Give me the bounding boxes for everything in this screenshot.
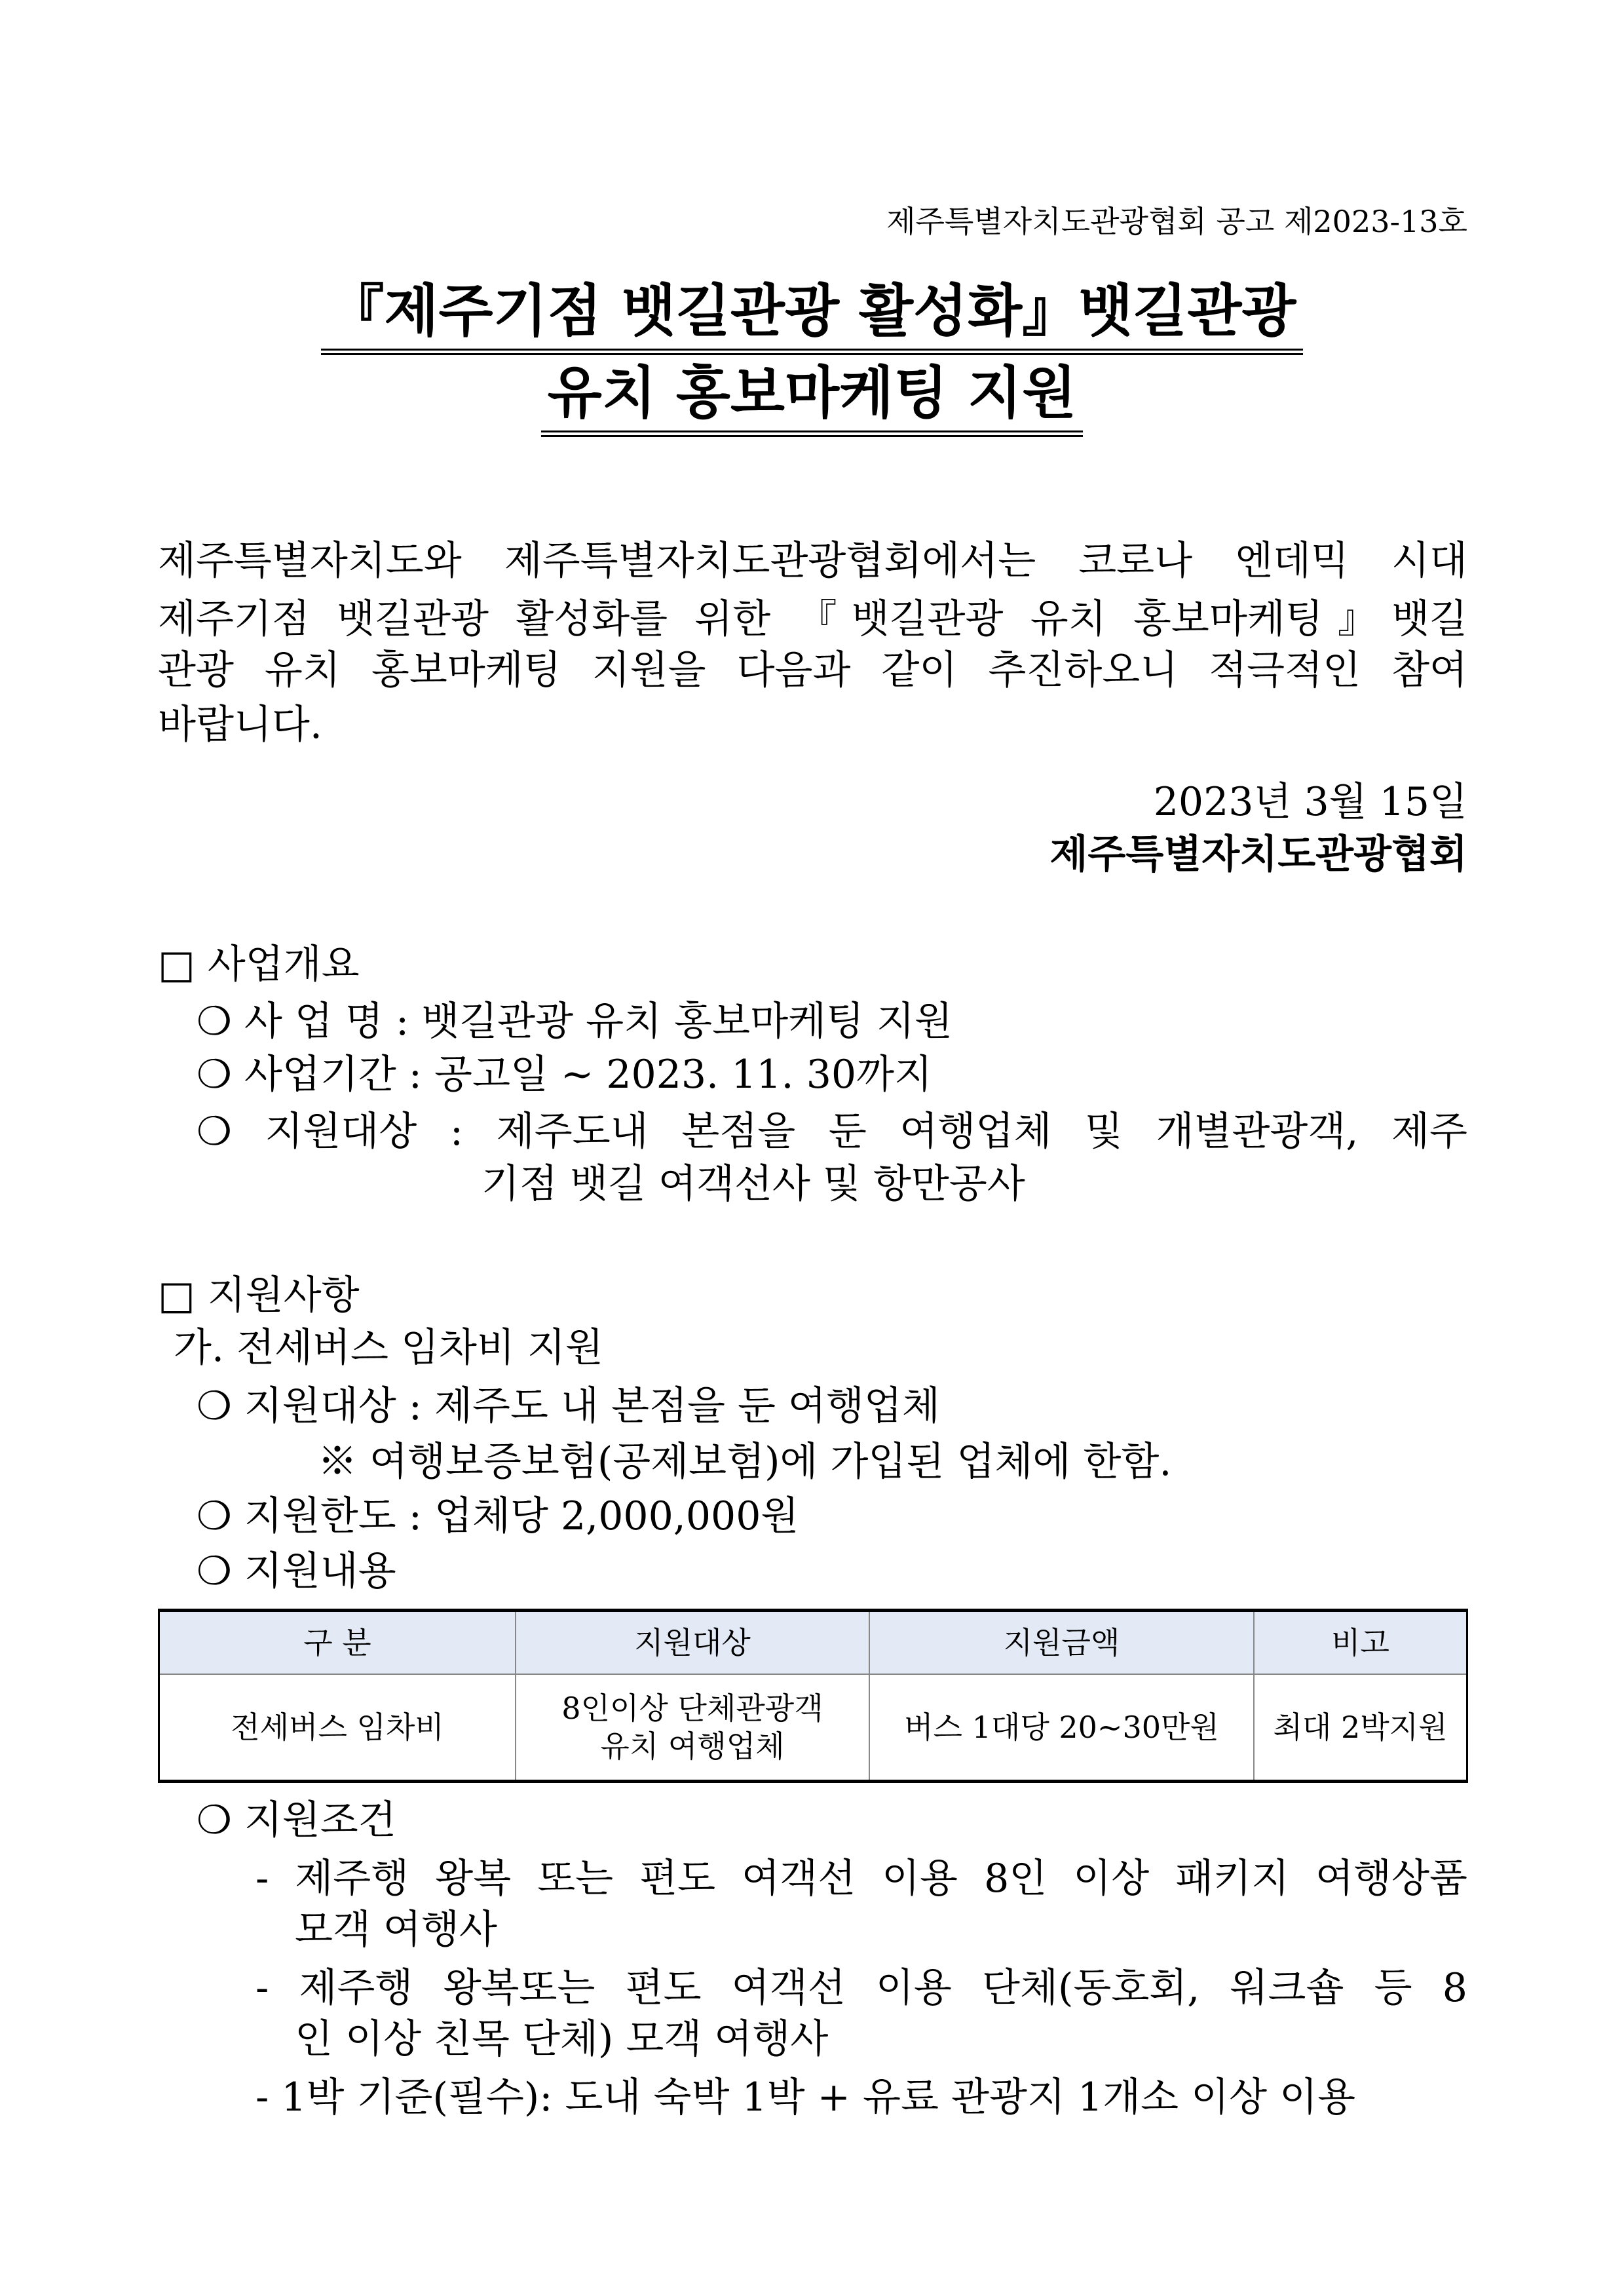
section-heading: □ 지원사항	[158, 1272, 360, 1318]
notice-number: 제주특별자치도관광협회 공고 제2023-13호	[886, 204, 1467, 239]
overview-item: ❍ 사 업 명 : 뱃길관광 유치 홍보마케팅 지원	[197, 999, 953, 1044]
cell-line: 8인이상 단체관광객	[561, 1691, 823, 1726]
support-item: ❍ 지원내용	[197, 1548, 396, 1594]
column-header: 구 분	[159, 1611, 516, 1675]
column-header: 지원금액	[869, 1611, 1254, 1675]
intro-line: 관광 유치 홍보마케팅 지원을 다음과 같이 추진하오니 적극적인 참여	[158, 647, 1467, 693]
table-cell: 전세버스 임차비	[159, 1674, 516, 1782]
condition-item-cont: 인 이상 친목 단체) 모객 여행사	[295, 2016, 829, 2062]
table-cell: 버스 1대당 20~30만원	[869, 1674, 1254, 1782]
intro-line: 제주특별자치도와 제주특별자치도관광협회에서는 코로나 엔데믹 시대	[158, 538, 1467, 584]
cell-line: 유치 여행업체	[600, 1729, 785, 1764]
table-cell	[516, 1674, 869, 1782]
notice-date: 2023년 3월 15일	[1153, 779, 1467, 825]
conditions-heading: ❍ 지원조건	[197, 1797, 396, 1843]
issuer: 제주특별자치도관광협회	[1049, 832, 1467, 877]
support-note: ※ 여행보증보험(공제보험)에 가입된 업체에 한함.	[318, 1439, 1172, 1485]
title-line-1	[0, 275, 1624, 355]
support-table	[158, 1609, 1468, 1783]
table-header-row	[159, 1611, 1467, 1675]
condition-item: - 제주행 왕복 또는 편도 여객선 이용 8인 이상 패키지 여행상품	[255, 1856, 1467, 1902]
title-line-2	[0, 357, 1624, 437]
overview-item: ❍ 지원대상 : 제주도내 본점을 둔 여행업체 및 개별관광객, 제주	[197, 1109, 1467, 1155]
table-row	[159, 1674, 1467, 1782]
subsection-heading: 가. 전세버스 임차비 지원	[174, 1325, 603, 1371]
support-item: ❍ 지원대상 : 제주도 내 본점을 둔 여행업체	[197, 1383, 940, 1429]
section-heading: □ 사업개요	[158, 942, 360, 987]
column-header: 비고	[1254, 1611, 1467, 1675]
condition-item-cont: 모객 여행사	[295, 1907, 497, 1953]
overview-item-cont: 기점 뱃길 여객선사 및 항만공사	[482, 1161, 1025, 1207]
overview-item: ❍ 사업기간 : 공고일 ~ 2023. 11. 30까지	[197, 1052, 932, 1098]
support-item: ❍ 지원한도 : 업체당 2,000,000원	[197, 1493, 799, 1539]
column-header: 지원대상	[516, 1611, 869, 1675]
condition-item: - 제주행 왕복또는 편도 여객선 이용 단체(동호회, 워크숍 등 8	[255, 1965, 1467, 2011]
condition-item: - 1박 기준(필수): 도내 숙박 1박 + 유료 관광지 1개소 이상 이용	[255, 2075, 1356, 2120]
title-text: 유치 홍보마케팅 지원	[541, 357, 1084, 437]
intro-line: 바랍니다.	[158, 702, 322, 748]
table-cell: 최대 2박지원	[1254, 1674, 1467, 1782]
intro-line: 제주기점 뱃길관광 활성화를 위한 『뱃길관광 유치 홍보마케팅』뱃길	[158, 596, 1467, 642]
title-text: 『제주기점 뱃길관광 활성화』뱃길관광	[321, 275, 1302, 355]
